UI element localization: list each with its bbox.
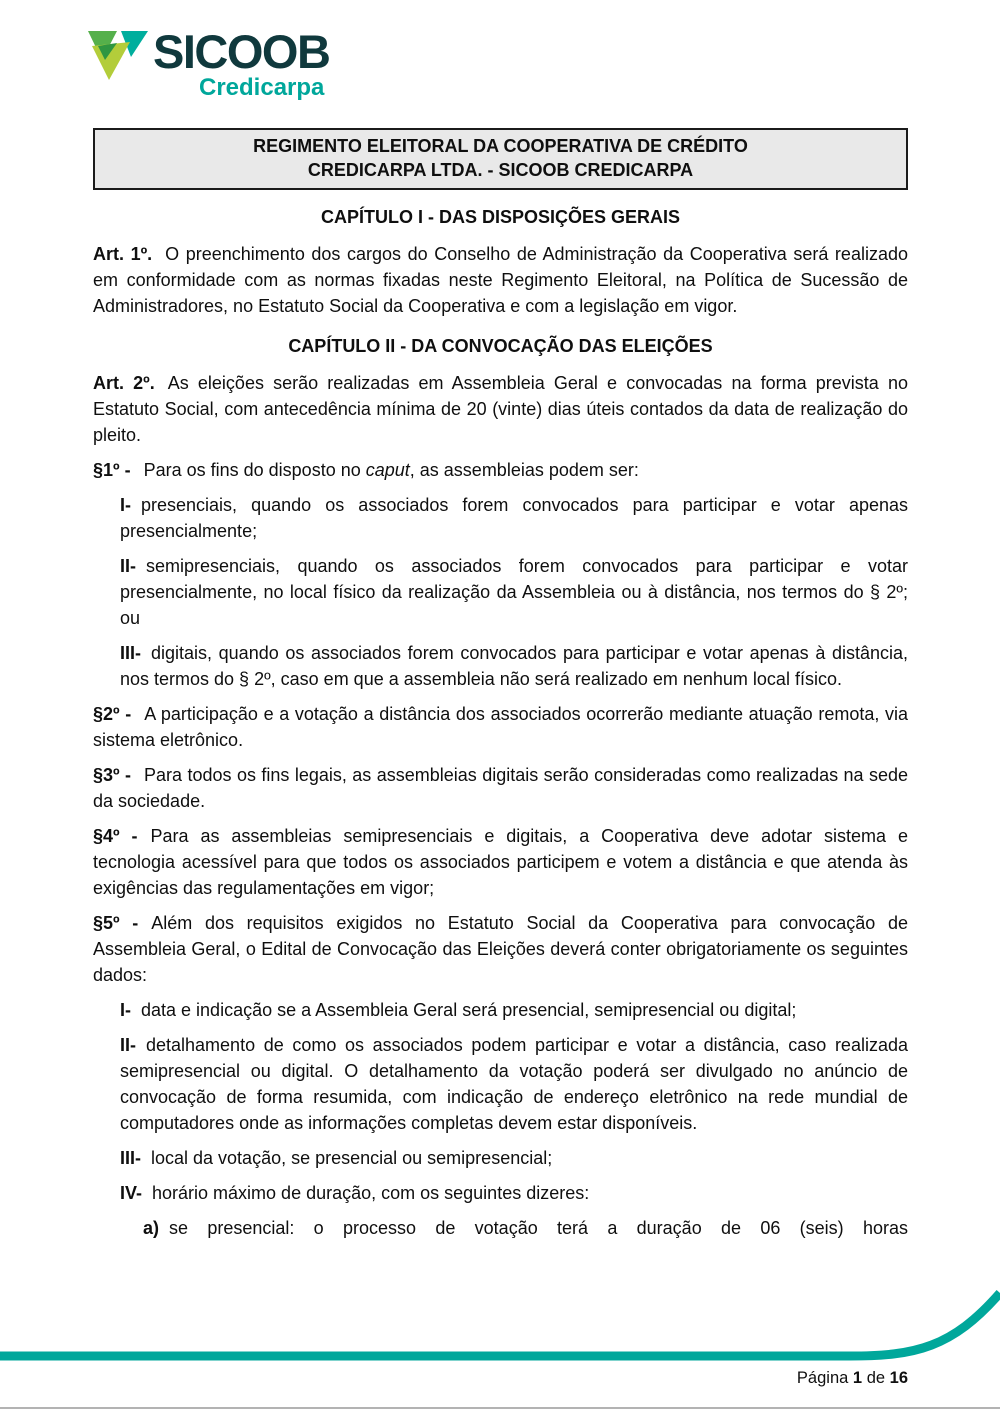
subitem-a-text: se presencial: o processo de votação terá a duração de 06 (seis) horas (169, 1218, 908, 1238)
paragraph-s2 (93, 701, 908, 753)
article-1-label: Art. 1º. (93, 244, 153, 264)
paragraph-s5-text: Além dos requisitos exigidos no Estatuto Social da Cooperativa para convocação de Assembleia Geral, o Edital de Convocação das Eleições deverá conter obrigatoriamente os seguintes dados: (93, 913, 908, 985)
document-title-line-2: CREDICARPA LTDA. - SICOOB CREDICARPA (307, 160, 694, 180)
item-s1-iii-label: III- (120, 643, 141, 663)
item-s5-iii (120, 1145, 908, 1171)
item-s1-ii-text: semipresenciais, quando os associados forem convocados para participar e votar presencialmente, no local físico da realização da Assembleia ou à distância, nos termos do § 2º; ou (120, 556, 908, 628)
page-current: 1 (852, 1369, 863, 1387)
swoosh-path (0, 1293, 1000, 1356)
item-s5-iii-label: III- (120, 1148, 141, 1168)
logo-text (153, 25, 330, 101)
page-number (797, 1368, 908, 1388)
article-1-paragraph (93, 241, 908, 319)
item-s5-iv (120, 1180, 908, 1206)
item-s1-i-label: I- (120, 495, 131, 515)
chapter-ii-heading: CAPÍTULO II - DA CONVOCAÇÃO DAS ELEIÇÕES (288, 336, 713, 356)
sicoob-credicarpa-logo (86, 25, 330, 101)
item-s1-iii-text: digitais, quando os associados forem convocados para participar e votar apenas à distância, nos termos do § 2º, caso em que a assembleia não será realizado em nenhum local físico. (120, 643, 908, 689)
paragraph-s3-label: §3º - (93, 765, 132, 785)
document-title-box (93, 128, 908, 190)
paragraph-s1-text-post: , as assembleias podem ser: (409, 460, 639, 480)
paragraph-s1 (93, 457, 908, 483)
page-total: 16 (889, 1369, 908, 1387)
of-word: de (866, 1369, 886, 1387)
item-s5-i (120, 997, 908, 1023)
paragraph-s5 (93, 910, 908, 988)
item-s5-i-label: I- (120, 1000, 131, 1020)
item-s5-ii-text: detalhamento de como os associados podem participar e votar a distância, caso realizada semipresencial ou digital. O detalhamento da votação poderá ser divulgado no anúncio de convocação de forma resumida, com indicação de endereço eletrônico na rede mundial de computadores onde as informações completas devem estar disponíveis. (120, 1035, 908, 1133)
item-s5-iv-label: IV- (120, 1183, 143, 1203)
paragraph-s1-text-pre: Para os fins do disposto no (143, 460, 366, 480)
item-s5-iii-text: local da votação, se presencial ou semipresencial; (151, 1148, 553, 1168)
footer-swoosh-line (0, 1285, 1000, 1365)
paragraph-s1-label: §1º - (93, 460, 131, 480)
chapter-i-heading: CAPÍTULO I - DAS DISPOSIÇÕES GERAIS (320, 207, 681, 227)
article-2-label: Art. 2º. (93, 373, 155, 393)
article-2-paragraph (93, 370, 908, 448)
subitem-a (143, 1215, 908, 1241)
subitem-a-label: a) (143, 1218, 160, 1238)
paragraph-s4-text: Para as assembleias semipresenciais e digitais, a Cooperativa deve adotar sistema e tecnologia acessível para que todos os associados participem e votem a distância e que atenda às exigências das regulamentações em vigor; (93, 826, 908, 898)
item-s1-i (120, 492, 908, 544)
article-1-text: O preenchimento dos cargos do Conselho de Administração da Cooperativa será realizado em conformidade com as normas fixadas neste Regimento Eleitoral, na Política de Sucessão de Administradores, no Estatuto Social da Cooperativa e com a legislação em vigor. (93, 244, 908, 316)
item-s5-iv-text: horário máximo de duração, com os seguintes dizeres: (152, 1183, 590, 1203)
paragraph-s2-text: A participação e a votação a distância dos associados ocorrerão mediante atuação remota, via sistema eletrônico. (93, 704, 908, 750)
paragraph-s4-label: §4º - (93, 826, 138, 846)
paragraph-s3-text: Para todos os fins legais, as assembleias digitais serão consideradas como realizadas na sede da sociedade. (93, 765, 909, 811)
paragraph-s4 (93, 823, 908, 901)
item-s1-iii (120, 640, 908, 692)
document-title-line-1: REGIMENTO ELEITORAL DA COOPERATIVA DE CRÉDITO (253, 136, 748, 156)
paragraph-s5-label: §5º - (93, 913, 139, 933)
bottom-rule (0, 1407, 1000, 1409)
item-s1-ii-label: II- (120, 556, 136, 576)
sicoob-triangle-logo-icon (86, 30, 150, 82)
page-word: Página (796, 1369, 849, 1387)
item-s5-ii-label: II- (120, 1035, 136, 1055)
item-s1-i-text: presenciais, quando os associados forem convocados para participar e votar apenas presencialmente; (120, 495, 908, 541)
item-s5-i-text: data e indicação se a Assembleia Geral será presencial, semipresencial ou digital; (141, 1000, 797, 1020)
document-content (93, 128, 908, 1250)
paragraph-s2-label: §2º - (93, 704, 132, 724)
logo-subbrand-name: Credicarpa (199, 74, 325, 101)
logo-brand-name: SICOOB (153, 25, 330, 78)
article-2-text: As eleições serão realizadas em Assembleia Geral e convocadas na forma prevista no Estatuto Social, com antecedência mínima de 20 (vinte) dias úteis contados da data de realização do pleito. (93, 373, 908, 445)
item-s5-ii (120, 1032, 908, 1136)
paragraph-s1-caput-italic: caput (365, 460, 410, 480)
item-s1-ii (120, 553, 908, 631)
paragraph-s3 (93, 762, 908, 814)
